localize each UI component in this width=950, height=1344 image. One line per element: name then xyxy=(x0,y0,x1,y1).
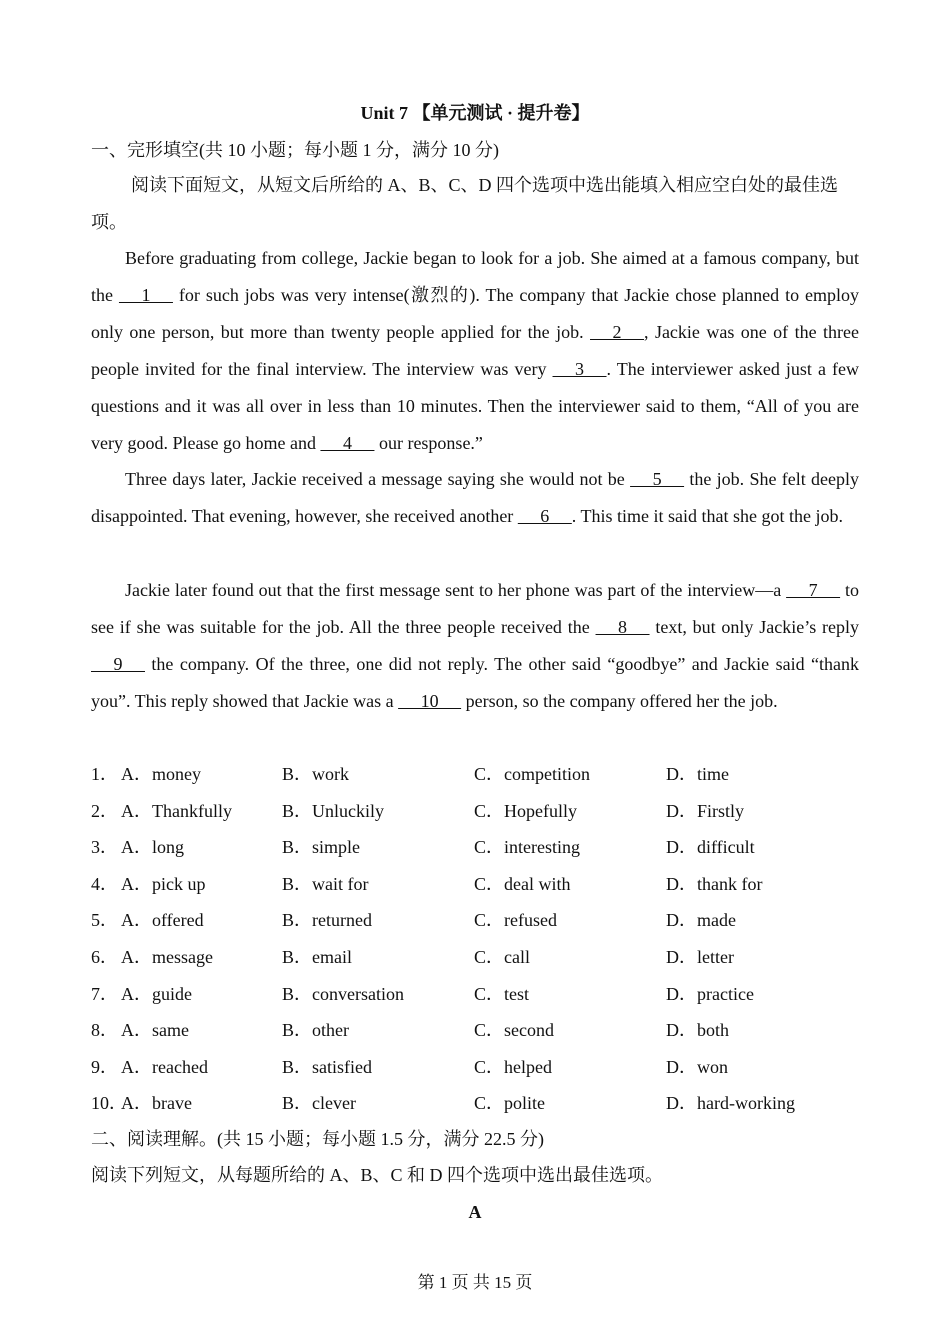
option-c: C．test xyxy=(474,983,530,1004)
passage-text: text, but only Jackie’s reply xyxy=(649,616,859,637)
option-row-6 xyxy=(91,944,859,981)
options-table xyxy=(91,761,859,1127)
option-c: C．Hopefully xyxy=(474,800,577,821)
blank-8: 8 xyxy=(595,616,650,637)
blank-2: 2 xyxy=(590,321,645,342)
option-row-3 xyxy=(91,834,859,871)
option-b: B．simple xyxy=(282,837,361,858)
option-row-4 xyxy=(91,871,859,908)
option-row-7 xyxy=(91,981,859,1018)
option-b: B．work xyxy=(282,764,349,784)
blank-5: 5 xyxy=(630,469,685,489)
question-number: 2． xyxy=(91,800,118,821)
option-c: C．deal with xyxy=(474,873,571,894)
option-a: A．guide xyxy=(121,983,192,1004)
question-number: 5． xyxy=(91,910,118,931)
section2-instruction: 阅读下列短文，从每题所给的 A、B、C 和 D 四个选项中选出最佳选项。 xyxy=(91,1165,664,1185)
reading-part-label: A xyxy=(468,1202,482,1222)
passage-text: person, so the company offered her the job. xyxy=(461,690,778,711)
section2-heading: 二、阅读理解。(共 15 小题；每小题 1.5 分，满分 22.5 分) xyxy=(91,1129,544,1149)
option-c: C．second xyxy=(474,1020,554,1041)
passage-text: . This time it said that she got the job. xyxy=(571,505,843,526)
question-number: 9． xyxy=(91,1056,118,1077)
section1-instruction: 阅读下面短文，从短文后所给的 A、B、C、D 四个选项中选出能填入相应空白处的最佳选项。 xyxy=(91,175,839,232)
option-row-10 xyxy=(91,1090,859,1127)
option-a: A．brave xyxy=(121,1093,192,1114)
passage-text: to see if she was suitable for the job. All the three people received the xyxy=(91,580,859,637)
option-d: D．made xyxy=(666,910,736,931)
question-number: 7． xyxy=(91,983,118,1004)
blank-3: 3 xyxy=(552,358,607,379)
option-d: D．time xyxy=(666,764,729,784)
option-a: A．money xyxy=(121,764,201,784)
question-number: 10． xyxy=(91,1093,127,1114)
question-number: 6． xyxy=(91,946,118,967)
option-row-9 xyxy=(91,1054,859,1091)
blank-4: 4 xyxy=(320,432,375,453)
option-a: A．long xyxy=(121,837,184,858)
option-c: C．competition xyxy=(474,764,590,784)
option-row-2 xyxy=(91,798,859,835)
passage-paragraph-3 xyxy=(91,572,859,720)
passage-paragraph-2 xyxy=(91,461,859,535)
option-a: A．same xyxy=(121,1020,189,1041)
option-d: D．won xyxy=(666,1056,728,1077)
passage-text: Before graduating from college, Jackie began to look for a job. She aimed at a famous company, but the xyxy=(91,248,859,305)
passage-text: our response.” xyxy=(374,432,483,453)
option-a: A．message xyxy=(121,946,213,967)
option-b: B．wait for xyxy=(282,873,369,894)
blank-1: 1 xyxy=(118,284,173,305)
question-number: 1． xyxy=(91,764,118,784)
question-number: 3． xyxy=(91,837,118,858)
option-c: C．polite xyxy=(474,1093,545,1114)
section1-heading: 一、完形填空(共 10 小题；每小题 1 分，满分 10 分) xyxy=(91,140,499,160)
passage-text: Jackie later found out that the first message sent to her phone was part of the interview—a xyxy=(125,580,787,600)
option-a: A．reached xyxy=(121,1056,208,1077)
question-number: 4． xyxy=(91,873,118,894)
option-c: C．helped xyxy=(474,1056,552,1077)
option-b: B．other xyxy=(282,1020,349,1041)
option-a: A．offered xyxy=(121,910,204,931)
option-b: B．returned xyxy=(282,910,372,931)
option-c: C．refused xyxy=(474,910,557,931)
passage-text: , Jackie was one of the three people invited for the final interview. The interview was very xyxy=(91,321,859,379)
option-b: B．Unluckily xyxy=(282,800,384,821)
page-footer: 第 1 页 共 15 页 xyxy=(417,1273,533,1292)
passage-text: Three days later, Jackie received a message saying she would not be xyxy=(125,469,631,489)
page-title: Unit 7 【单元测试 · 提升卷】 xyxy=(360,103,590,123)
option-b: B．conversation xyxy=(282,983,404,1004)
passage-paragraph-1 xyxy=(91,240,859,461)
blank-7: 7 xyxy=(786,580,841,600)
option-a: A．Thankfully xyxy=(121,800,232,821)
option-c: C．call xyxy=(474,946,530,967)
option-row-8 xyxy=(91,1017,859,1054)
option-d: D．hard-working xyxy=(666,1093,795,1114)
blank-9: 9 xyxy=(91,653,145,674)
option-d: D．both xyxy=(666,1020,729,1041)
option-b: B．email xyxy=(282,946,352,967)
option-d: D．thank for xyxy=(666,873,763,894)
blank-6: 6 xyxy=(517,505,572,526)
option-row-5 xyxy=(91,907,859,944)
option-c: C．interesting xyxy=(474,837,580,858)
option-row-1 xyxy=(91,761,859,798)
option-b: B．satisfied xyxy=(282,1056,372,1077)
option-d: D．difficult xyxy=(666,837,755,858)
passage-text: the company. Of the three, one did not reply. The other said “goodbye” and Jackie said “thank you”. This reply showed that Jackie was a xyxy=(91,653,859,711)
option-d: D．Firstly xyxy=(666,800,745,821)
option-a: A．pick up xyxy=(121,873,206,894)
option-d: D．practice xyxy=(666,983,754,1004)
passage-text: . The interviewer asked just a few questions and it was all over in less than 10 minutes. Then the interviewer said to them, “All of you are very good. Please go home and xyxy=(91,358,859,453)
option-d: D．letter xyxy=(666,946,734,967)
blank-10: 10 xyxy=(398,690,462,711)
question-number: 8． xyxy=(91,1020,118,1041)
option-b: B．clever xyxy=(282,1093,356,1114)
passage-text: for such jobs was very intense(激烈的). The company that Jackie chose planned to employ only one person, but more than twenty people applied for the job. xyxy=(91,284,860,342)
passage-text: the job. She felt deeply disappointed. That evening, however, she received another xyxy=(91,469,859,526)
